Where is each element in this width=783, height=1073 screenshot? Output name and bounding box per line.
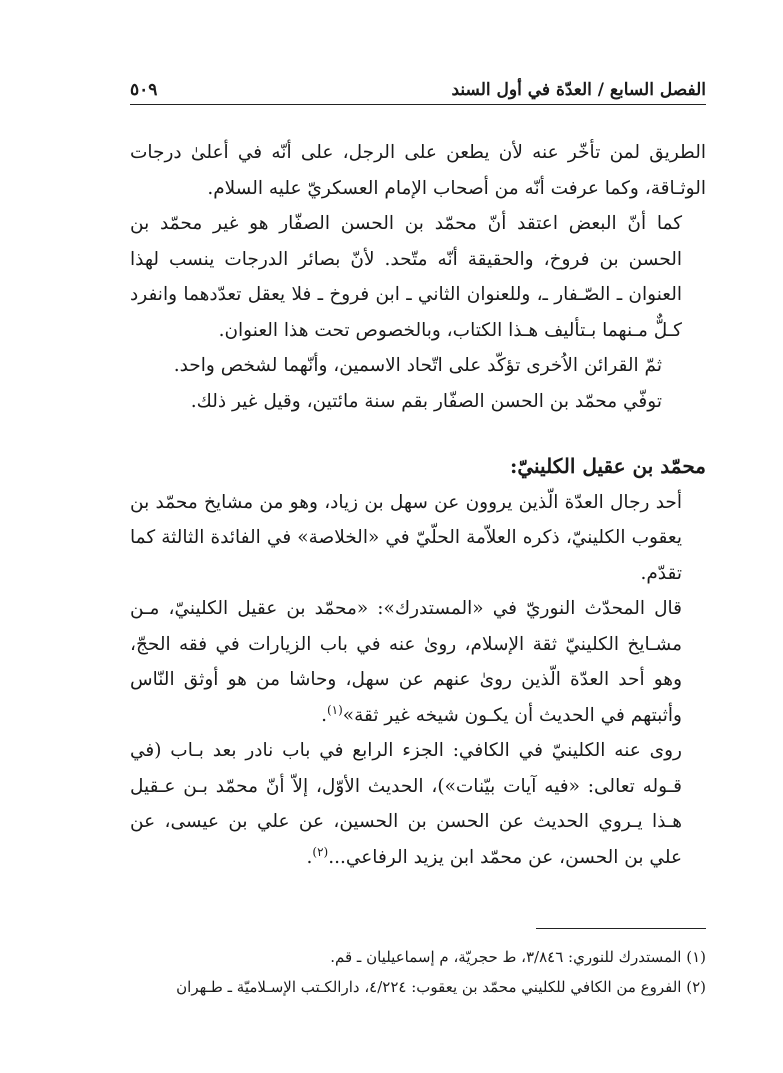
paragraph: توفّي محمّد بن الحسن الصفّار بقم سنة مائتين، وقيل غير ذلك. bbox=[190, 390, 662, 412]
paragraph: قال المحدّث النوريّ في «المستدرك»: «محمّد بن عقيل الكلينيّ، مـن مشـايخ الكلينيّ ثقة الإسلام، روىٰ عنه في باب الزيارات في فقه الحجّ، وهو أحد العدّة الّذين روىٰ عنهم عن سهل، وحاشا من هو أوثق النّاس وأثبتهم في الحديث أن يكـون شيخه غير ثقة»$^{(١)}$. bbox=[130, 598, 682, 726]
paragraph: الطريق لمن تأخّر عنه لأن يطعن على الرجل، على أنّه في أعلىٰ درجات الوثـاقة، وكما عرفت أنّه من أصحاب الإمام العسكريّ عليه السلام. bbox=[130, 142, 706, 199]
footnote-divider bbox=[536, 928, 706, 929]
footnote-ref[interactable]: (٢) bbox=[312, 844, 329, 859]
paragraph: أحد رجال العدّة الّذين يروون عن سهل بن زياد، وهو من مشايخ محمّد بن يعقوب الكلينيّ، ذكره العلاّمة الحلّيّ في «الخلاصة» في الفائدة الثالثة كما تقدّم. bbox=[130, 491, 682, 584]
footnotes bbox=[130, 942, 706, 1002]
footnote-ref[interactable]: (١) bbox=[326, 702, 343, 717]
paragraph-text: روى عنه الكلينيّ في الكافي: الجزء الرابع في باب نادر بعد بـاب (في قـوله تعالى: «فيه آيات بيّنات»)، الحديث الأوّل، إلاّ أنّ محمّد بـن عـقيل هـذا يـروي الحديث عن الحسن بن الحسين، عن علي بن عيسى، عن علي بن الحسن، عن محمّد ابن يزيد الرفاعي... bbox=[130, 740, 682, 868]
running-header bbox=[130, 66, 706, 100]
header-divider bbox=[130, 104, 706, 105]
footnote: (٢) الفروع من الكافي للكليني محمّد بن يعقوب: ٤/٢٢٤، دارالكـتب الإسـلاميّة ـ طـهران bbox=[176, 978, 706, 996]
main-text bbox=[130, 135, 706, 875]
section-heading: محمّد بن عقيل الكلينيّ: bbox=[509, 454, 706, 478]
page-number: ٥٠٩ bbox=[130, 80, 158, 100]
chapter-title: الفصل السابع / العدّة في أول السند bbox=[451, 80, 706, 100]
paragraph: كما أنّ البعض اعتقد أنّ محمّد بن الحسن الصفّار هو غير محمّد بن الحسن بن فروخ، والحقيقة أنّه متّحد. لأنّ بصائر الدرجات ينسب لهذا العنوان ـ الصّـفار ـ، وللعنوان الثاني ـ ابن فروخ ـ فلا يعقل تعدّدهما وانفرد كـلٌّ مـنهما بـتأليف هـذا الكتاب، وبالخصوص تحت هذا العنوان. bbox=[130, 213, 682, 341]
paragraph-text: قال المحدّث النوريّ في «المستدرك»: «محمّد بن عقيل الكلينيّ، مـن مشـايخ الكلينيّ ثقة الإسلام، روىٰ عنه في باب الزيارات في فقه الحجّ، وهو أحد العدّة الّذين روىٰ عنهم عن سهل، وحاشا من هو أوثق النّاس وأثبتهم في الحديث أن يكـون شيخه غير ثقة» bbox=[130, 598, 682, 726]
footnote: (١) المستدرك للنوري: ٣/٨٤٦، ط حجريّة، م إسماعيليان ـ قم. bbox=[330, 948, 706, 966]
paragraph: ثمّ القرائن الاُخرى تؤكّد على اتّحاد الاسمين، وأنّهما لشخص واحد. bbox=[173, 355, 662, 376]
paragraph: روى عنه الكلينيّ في الكافي: الجزء الرابع في باب نادر بعد بـاب (في قـوله تعالى: «فيه آيات بيّنات»)، الحديث الأوّل، إلاّ أنّ محمّد بـن عـقيل هـذا يـروي الحديث عن الحسن بن الحسين، عن علي بن عيسى، عن علي بن الحسن، عن محمّد ابن يزيد الرفاعي...$^{(٢)}$. bbox=[130, 740, 682, 868]
